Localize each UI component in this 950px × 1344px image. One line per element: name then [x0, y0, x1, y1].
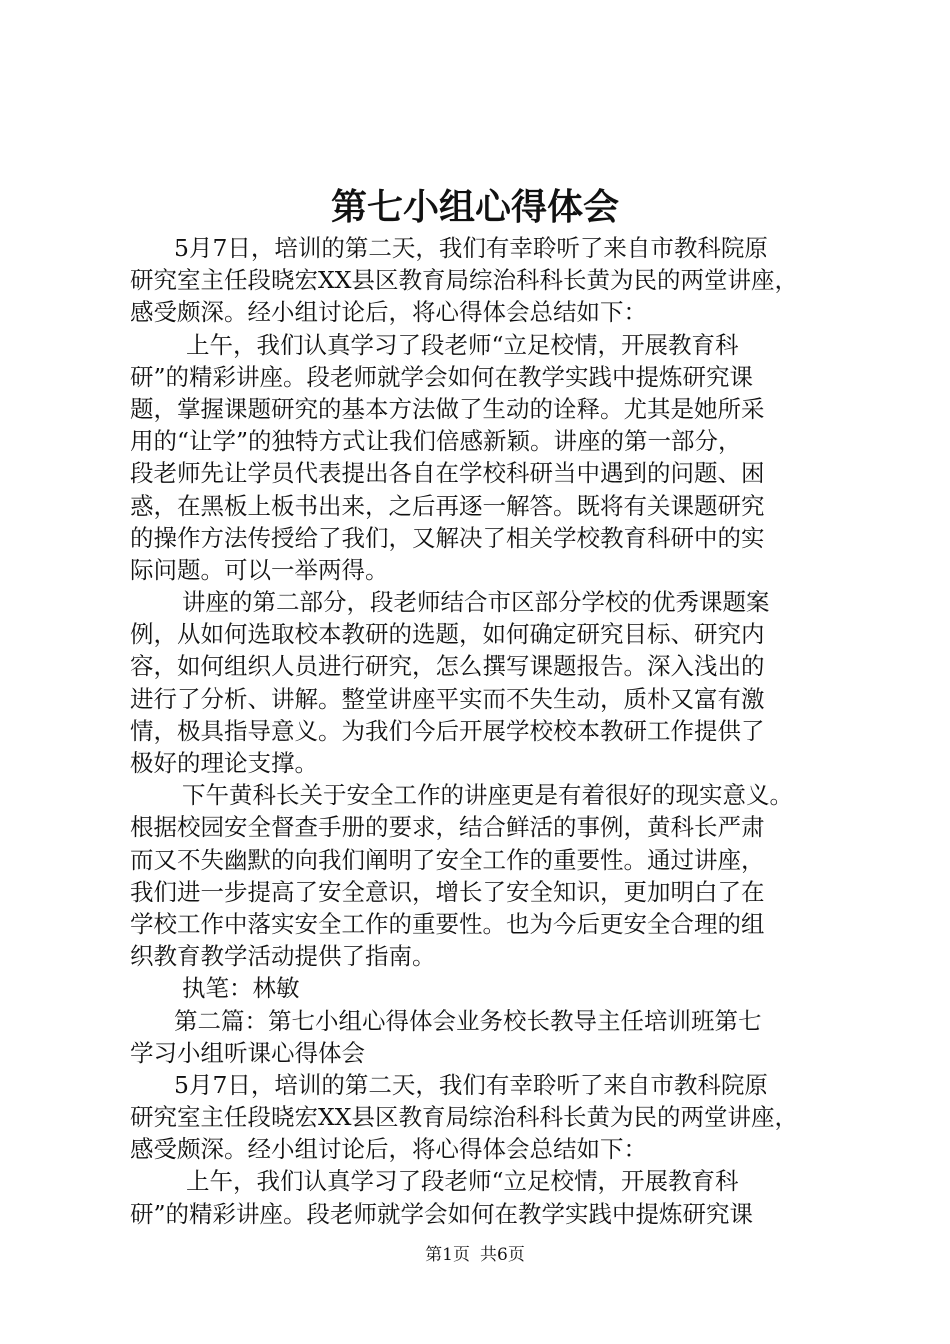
text-line: 用的“让学”的独特方式让我们倍感新颖。讲座的第一部分， [130, 427, 742, 456]
text-line: 下午黄科长关于安全工作的讲座更是有着很好的现实意义。 [182, 781, 793, 810]
text-line: 研”的精彩讲座。段老师就学会如何在教学实践中提炼研究课 [130, 1199, 754, 1228]
text-line: 第二篇：第七小组心得体会业务校长教导主任培训班第七 [174, 1006, 762, 1035]
text-line: 根据校园安全督查手册的要求，结合鲜活的事例，黄科长严肃 [130, 813, 765, 842]
text-line: 惑，在黑板上板书出来，之后再逐一解答。既将有关课题研究 [130, 491, 765, 520]
text-line: 容，如何组织人员进行研究，怎么撰写课题报告。深入浅出的 [130, 652, 765, 681]
text-line: 研究室主任段晓宏XX县区教育局综治科科长黄为民的两堂讲座， [130, 1103, 798, 1132]
document-title: 第七小组心得体会 [330, 186, 619, 228]
text-line: 讲座的第二部分，段老师结合市区部分学校的优秀课题案 [182, 588, 770, 617]
text-line: 执笔：林敏 [182, 974, 300, 1003]
text-line: 织教育教学活动提供了指南。 [130, 942, 436, 971]
text-line: 情，极具指导意义。为我们今后开展学校校本教研工作提供了 [130, 716, 765, 745]
text-line: 5月7日，培训的第二天，我们有幸聆听了来自市教科院原 [174, 1070, 768, 1099]
text-line: 学习小组听课心得体会 [130, 1038, 365, 1067]
text-line: 研”的精彩讲座。段老师就学会如何在教学实践中提炼研究课 [130, 362, 754, 391]
text-line: 段老师先让学员代表提出各自在学校科研当中遇到的问题、困 [130, 459, 765, 488]
text-line: 感受颇深。经小组讨论后，将心得体会总结如下： [130, 298, 647, 327]
text-line: 5月7日，培训的第二天，我们有幸聆听了来自市教科院原 [174, 234, 768, 262]
text-line: 进行了分析、讲解。整堂讲座平实而不失生动，质朴又富有激 [130, 684, 765, 713]
text-line: 我们进一步提高了安全意识，增长了安全知识，更加明白了在 [130, 877, 765, 906]
text-line: 极好的理论支撑。 [130, 749, 318, 777]
page-number: 第1页 [425, 1245, 470, 1265]
text-line: 而又不失幽默的向我们阐明了安全工作的重要性。通过讲座， [130, 845, 765, 874]
page-footer [0, 1244, 950, 1266]
text-line: 上午，我们认真学习了段老师“立足校情，开展教育科 [186, 330, 739, 359]
text-line: 学校工作中落实安全工作的重要性。也为今后更安全合理的组 [130, 909, 765, 938]
text-line: 例，从如何选取校本教研的选题，如何确定研究目标、研究内 [130, 620, 765, 649]
text-line: 际问题。可以一举两得。 [130, 555, 389, 584]
text-line: 上午，我们认真学习了段老师“立足校情，开展教育科 [186, 1167, 739, 1196]
page-total: 共6页 [480, 1245, 525, 1265]
document-body [130, 232, 840, 1230]
text-line: 感受颇深。经小组讨论后，将心得体会总结如下： [130, 1135, 647, 1164]
text-line: 题，掌握课题研究的基本方法做了生动的诠释。尤其是她所采 [130, 394, 765, 423]
text-line: 研究室主任段晓宏XX县区教育局综治科科长黄为民的两堂讲座， [130, 266, 798, 295]
text-line: 的操作方法传授给了我们，又解决了相关学校教育科研中的实 [130, 523, 765, 552]
